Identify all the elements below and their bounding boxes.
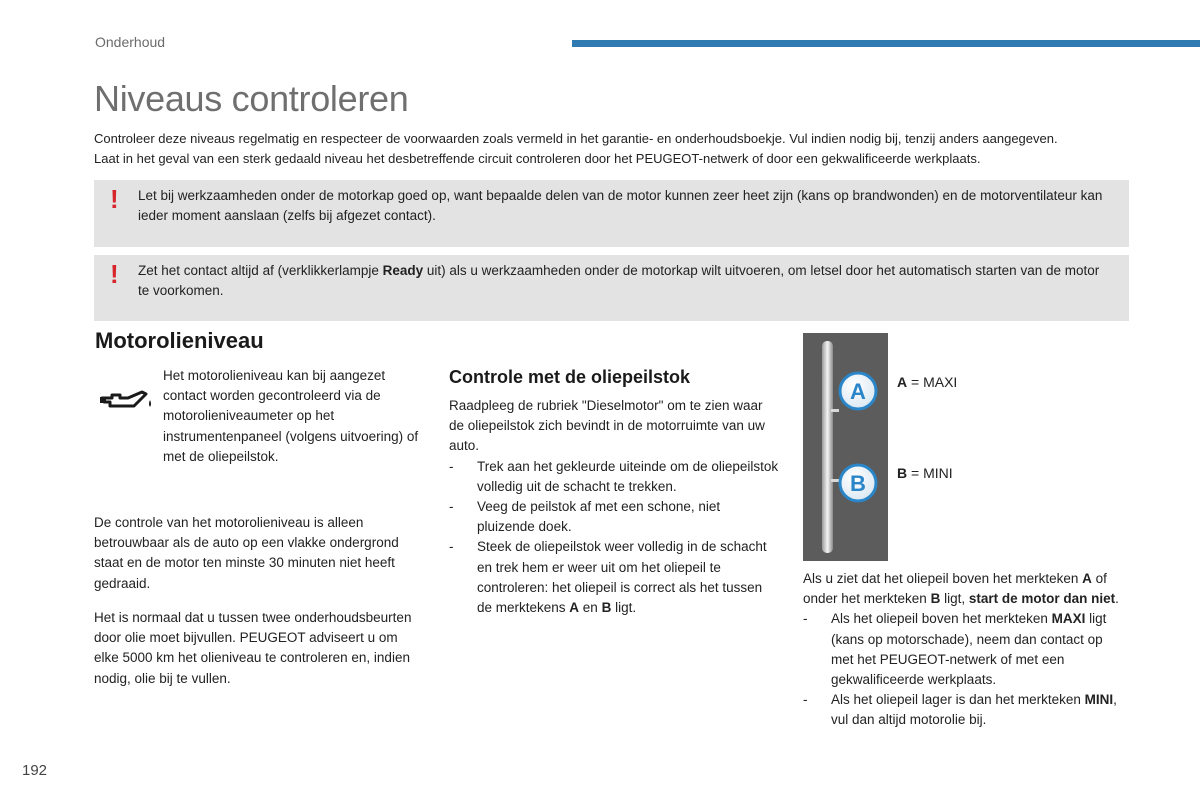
page-title: Niveaus controleren xyxy=(94,78,409,119)
motor-oil-advice: Het is normaal dat u tussen twee onderhoudsbeurten door olie moet bijvullen. PEUGEOT adviseert u om elke 5000 km het olieniveau te controleren en, indien nodig, olie bij te vullen. xyxy=(94,610,412,686)
warning-icon: ! xyxy=(110,259,119,289)
list-item: - Als het oliepeil boven het merkteken MAXI ligt (kans op motorschade), neem dan contact op met het PEUGEOT-netwerk of met een gekwalificeerde werkplaats. xyxy=(803,609,1123,690)
warning-text: Zet het contact altijd af (verklikkerlampje Ready uit) als u werkzaamheden onder de motorkap wilt uitvoeren, om letsel door het automatisch starten van de motor te voorkomen. xyxy=(138,263,1100,298)
dipstick-instructions xyxy=(449,396,779,618)
list-item: - Trek aan het gekleurde uiteinde om de oliepeilstok volledig uit de schacht te trekken. xyxy=(449,457,779,497)
intro-line-1: Controleer deze niveaus regelmatig en respecteer de voorwaarden zoals vermeld in het garantie- en onderhoudsboekje. Vul indien nodig bij, tenzij anders aangegeven. xyxy=(94,131,1058,146)
result-paragraph: Als u ziet dat het oliepeil boven het merkteken A of onder het merkteken B ligt, start de motor dan niet. xyxy=(803,571,1119,607)
dipstick-graphic xyxy=(803,333,888,561)
intro-text xyxy=(94,129,1134,169)
marker-a-letter: A xyxy=(850,379,866,404)
dipstick-illustration xyxy=(803,333,888,561)
oil-level-result xyxy=(803,569,1123,731)
header-accent-bar xyxy=(572,40,1200,47)
section-label: Onderhoud xyxy=(95,34,166,50)
list-item: - Als het oliepeil lager is dan het merkteken MINI, vul dan altijd motorolie bij. xyxy=(803,690,1123,730)
result-list xyxy=(803,609,1123,730)
motor-oil-condition: De controle van het motorolieniveau is alleen betrouwbaar als de auto op een vlakke ondergrond staat en de motor ten minste 30 minuten niet heeft gedraaid. xyxy=(94,515,399,591)
warning-box-heat xyxy=(94,180,1129,247)
marker-b-letter: B xyxy=(850,471,866,496)
motor-oil-intro: Het motorolieniveau kan bij aangezet contact worden gecontroleerd via de motorolieniveaumeter op het instrumentenpaneel (volgens uitvoering) of met de oliepeilstok. xyxy=(163,368,419,464)
motor-oil-heading: Motorolieniveau xyxy=(95,328,264,353)
dipstick-heading: Controle met de oliepeilstok xyxy=(449,367,691,387)
oil-can-icon xyxy=(98,388,154,416)
dipstick-steps xyxy=(449,457,779,619)
warning-text: Let bij werkzaamheden onder de motorkap goed op, want bepaalde delen van de motor kunnen zeer heet zijn (kans op brandwonden) en de motorventilateur kan ieder moment aanslaan (zelfs bij afgezet contact). xyxy=(138,188,1103,223)
ready-label: Ready xyxy=(382,263,424,278)
intro-line-2: Laat in het geval van een sterk gedaald niveau het desbetreffende circuit controleren door het PEUGEOT-netwerk of door een gekwalificeerde werkplaats. xyxy=(94,151,981,166)
list-item: - Veeg de peilstok af met een schone, niet pluizende doek. xyxy=(449,497,779,537)
dipstick-intro: Raadpleeg de rubriek "Dieselmotor" om te zien waar de oliepeilstok zich bevindt in de motorruimte van uw auto. xyxy=(449,398,765,454)
warning-icon: ! xyxy=(110,184,119,214)
page-number: 192 xyxy=(22,762,48,779)
list-item: - Steek de oliepeilstok weer volledig in de schacht en trek hem er weer uit om het oliepeil te controleren: het oliepeil is correct als het tussen de merktekens A en B ligt. xyxy=(449,537,779,618)
warning-box-ignition xyxy=(94,255,1129,321)
legend-mini: B = MINI xyxy=(897,465,953,481)
legend-maxi: A = MAXI xyxy=(897,374,958,390)
